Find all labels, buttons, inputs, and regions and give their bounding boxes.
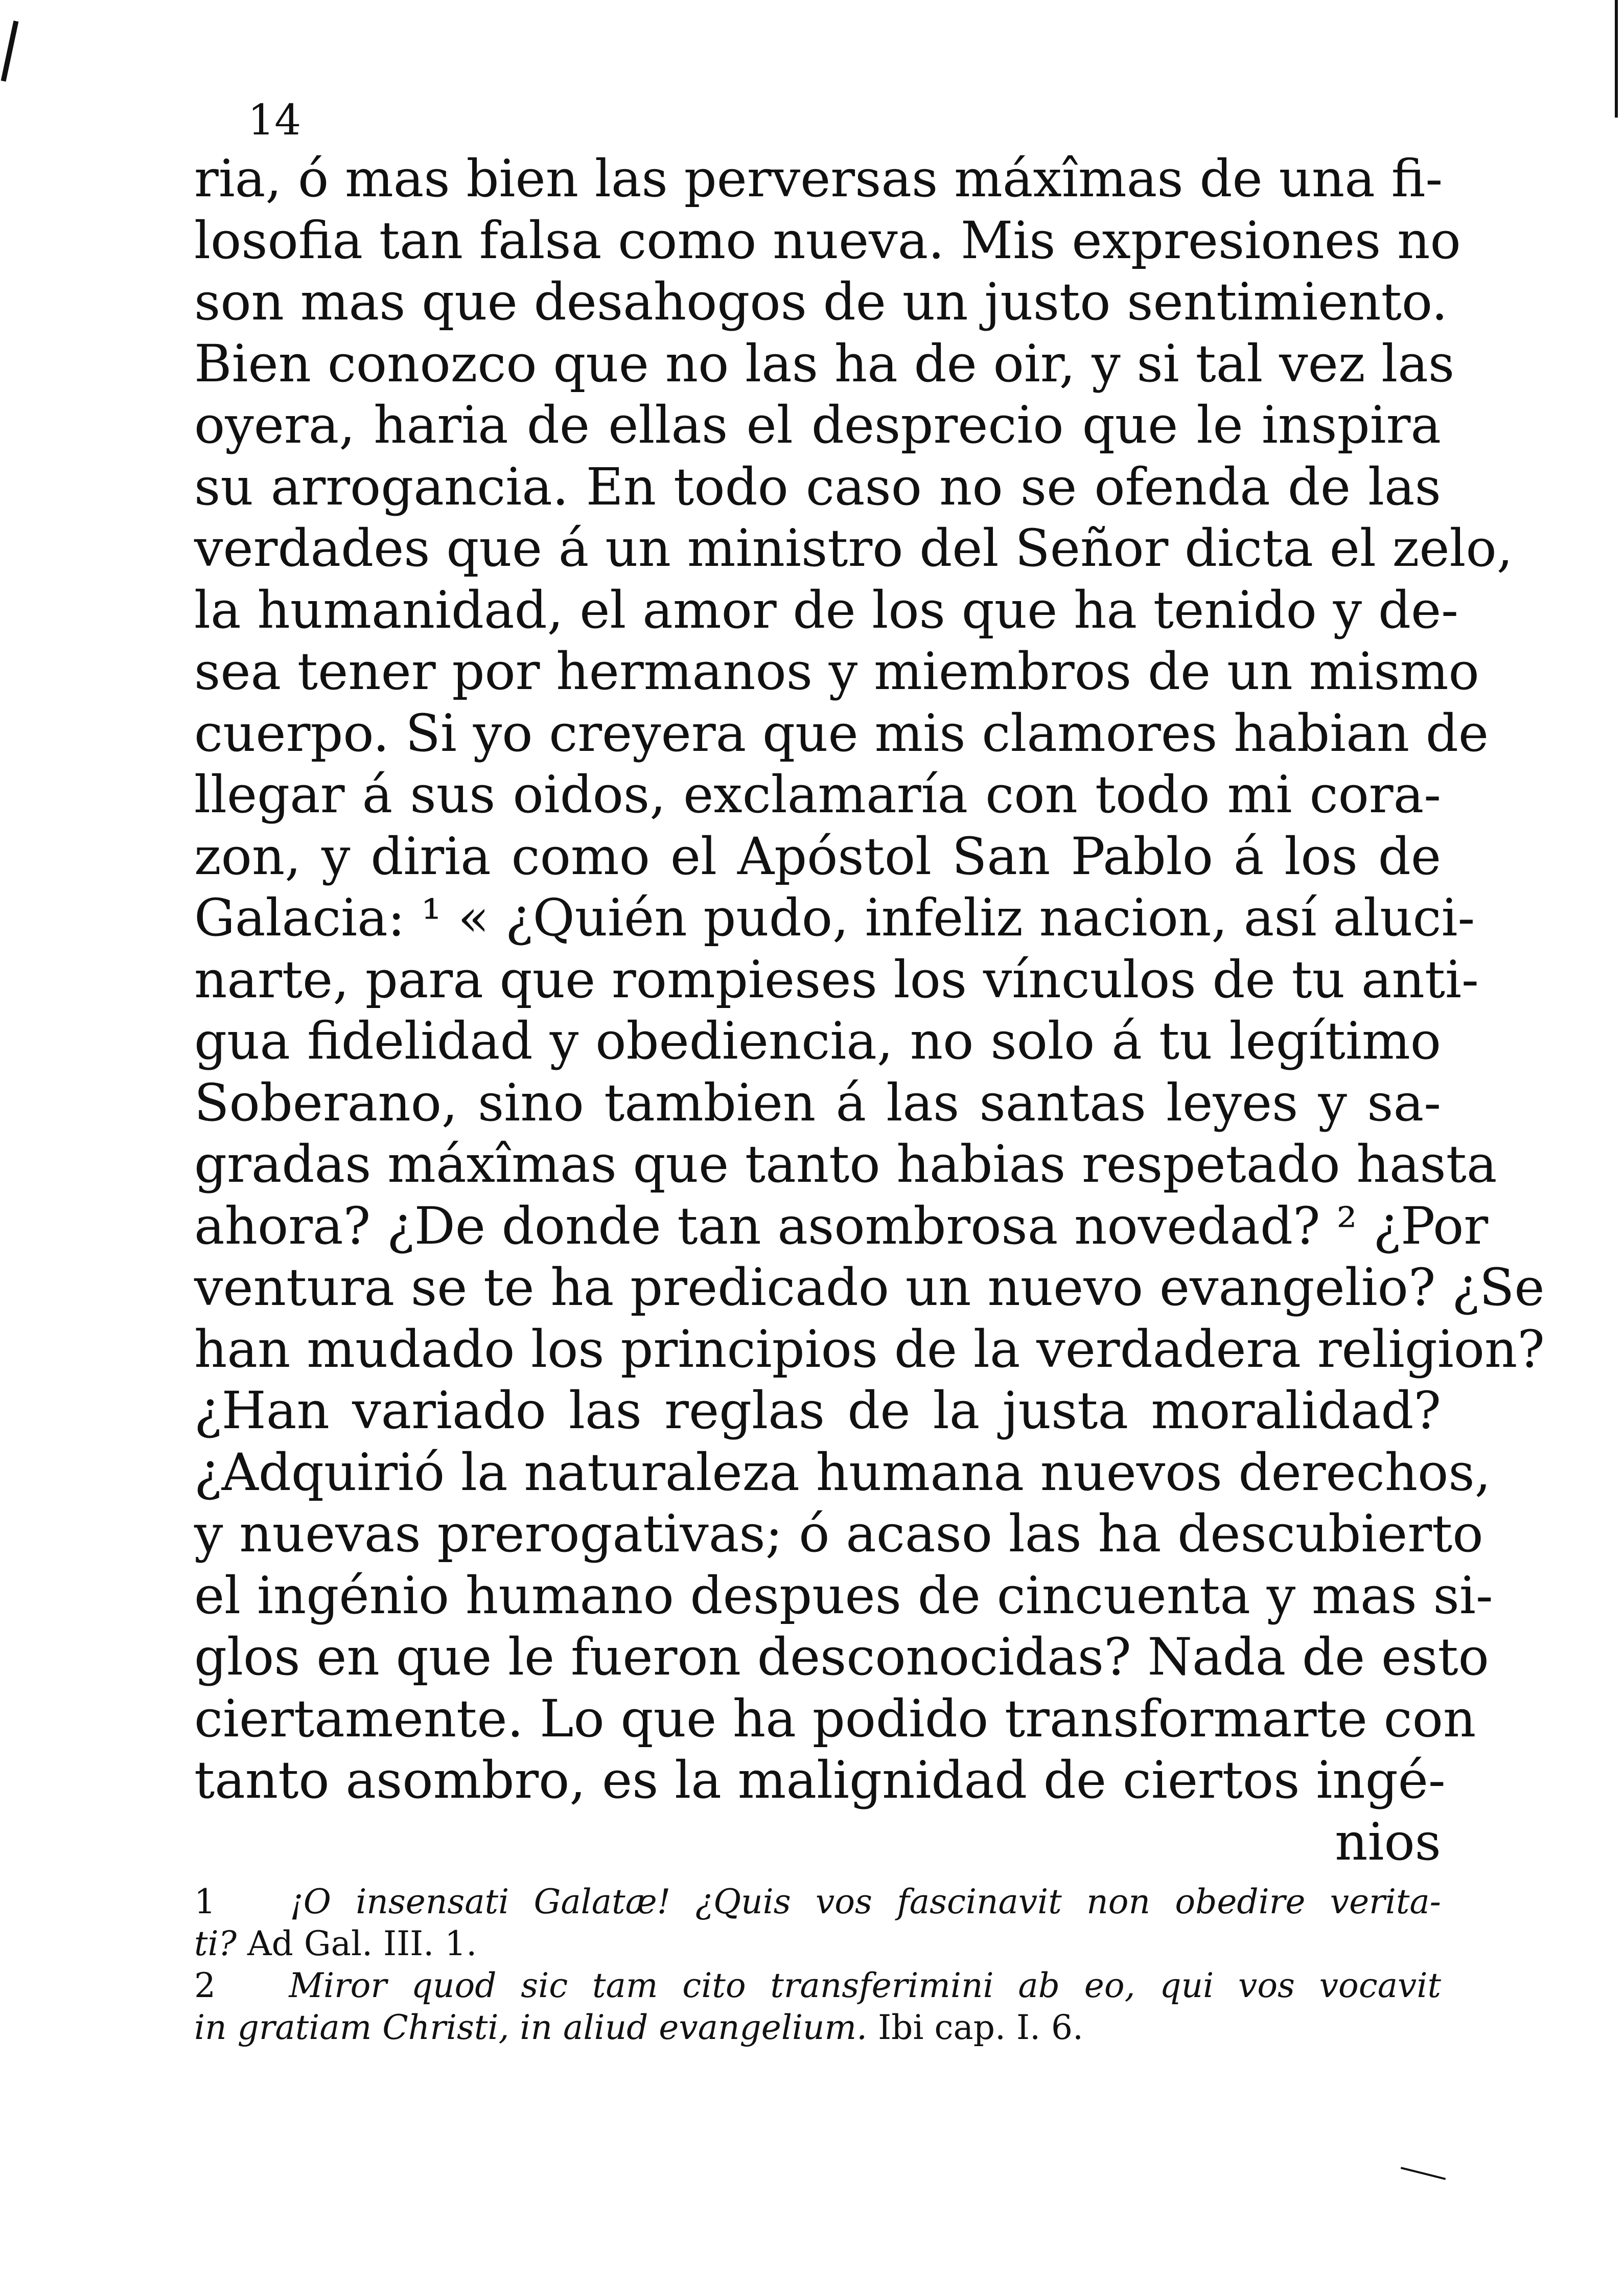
text-line: oyera, haria de ellas el desprecio que le inspira [194, 395, 1441, 455]
text-line: tanto asombro, es la malignidad de ciertos ingé- [194, 1750, 1446, 1810]
footnote-2-line-2 [194, 2007, 1441, 2049]
text-line: ¿Han variado las reglas de la justa moralidad? [194, 1381, 1441, 1440]
text-line: zon, y diria como el Apóstol San Pablo á los de [194, 826, 1441, 886]
text-line: ¿Adquirió la naturaleza humana nuevos derechos, [194, 1442, 1491, 1502]
footnote-1-line-2 [194, 1923, 1441, 1965]
text-line: el ingénio humano despues de cincuenta y mas si- [194, 1565, 1493, 1625]
text-line: llegar á sus oidos, exclamaría con todo mi cora- [194, 765, 1441, 824]
footnote-latin-text: Miror quod sic tam cito transferimini ab eo, qui vos vocavit [289, 1966, 1441, 2005]
text-line: gua fidelidad y obediencia, no solo á tu legítimo [194, 1011, 1441, 1071]
text-line: glos en que le fueron desconocidas? Nada de esto [194, 1627, 1489, 1687]
footnotes [194, 1881, 1441, 2049]
text-line: ventura se te ha predicado un nuevo evangelio? ¿Se [194, 1257, 1545, 1317]
footnote-reference: Ibi cap. I. 6. [867, 2008, 1084, 2047]
text-line: han mudado los principios de la verdadera religion? [194, 1319, 1545, 1379]
text-line: sea tener por hermanos y miembros de un mismo [194, 641, 1479, 701]
footnote-2-line-1 [194, 1965, 1441, 2007]
text-line: ciertamente. Lo que ha podido transformarte con [194, 1688, 1476, 1749]
scan-edge-mark-bottom-right [1401, 2167, 1446, 2180]
footnote-latin-text: ¡O insensati Galatæ! ¿Quis vos fascinavit non obedire verita- [290, 1882, 1441, 1921]
text-line: son mas que desahogos de un justo sentimiento. [194, 272, 1448, 332]
text-line: cuerpo. Si yo creyera que mis clamores habian de [194, 703, 1489, 763]
scan-edge-mark-top-left [1, 20, 19, 81]
text-line: gradas máxîmas que tanto habias respetado hasta [194, 1134, 1497, 1194]
scan-edge-mark-right [1615, 0, 1618, 118]
text-line: ahora? ¿De donde tan asombrosa novedad? ² ¿Por [194, 1196, 1489, 1256]
footnote-latin-text: in gratiam Christi, in aliud evangelium. [194, 2008, 868, 2047]
footnote-1-line-1 [194, 1881, 1441, 1923]
text-line: Bien conozco que no las ha de oir, y si tal vez las [194, 333, 1455, 394]
footnote-reference: Ad Gal. III. 1. [237, 1924, 477, 1963]
footnote-marker: 2 [194, 1966, 216, 2005]
footnote-marker: 1 [194, 1882, 216, 1921]
text-line: Galacia: ¹ « ¿Quién pudo, infeliz nacion, así aluci- [194, 888, 1475, 948]
text-line: losofia tan falsa como nueva. Mis expresiones no [194, 210, 1461, 270]
text-line: su arrogancia. En todo caso no se ofenda de las [194, 456, 1441, 517]
text-line: verdades que á un ministro del Señor dicta el zelo, [194, 518, 1513, 578]
body-text [194, 148, 1545, 1873]
footnote-latin-text: ti? [194, 1924, 237, 1963]
text-line: la humanidad, el amor de los que ha tenido y de- [194, 580, 1458, 640]
text-line: Soberano, sino tambien á las santas leyes y sa- [194, 1072, 1441, 1133]
text-line: y nuevas prerogativas; ó acaso las ha descubierto [194, 1504, 1483, 1564]
catchword: nios [1335, 1812, 1441, 1872]
page-number: 14 [248, 96, 301, 145]
text-line: ria, ó mas bien las perversas máxîmas de una fi- [194, 149, 1443, 209]
text-line: narte, para que rompieses los vínculos de tu anti- [194, 949, 1479, 1010]
